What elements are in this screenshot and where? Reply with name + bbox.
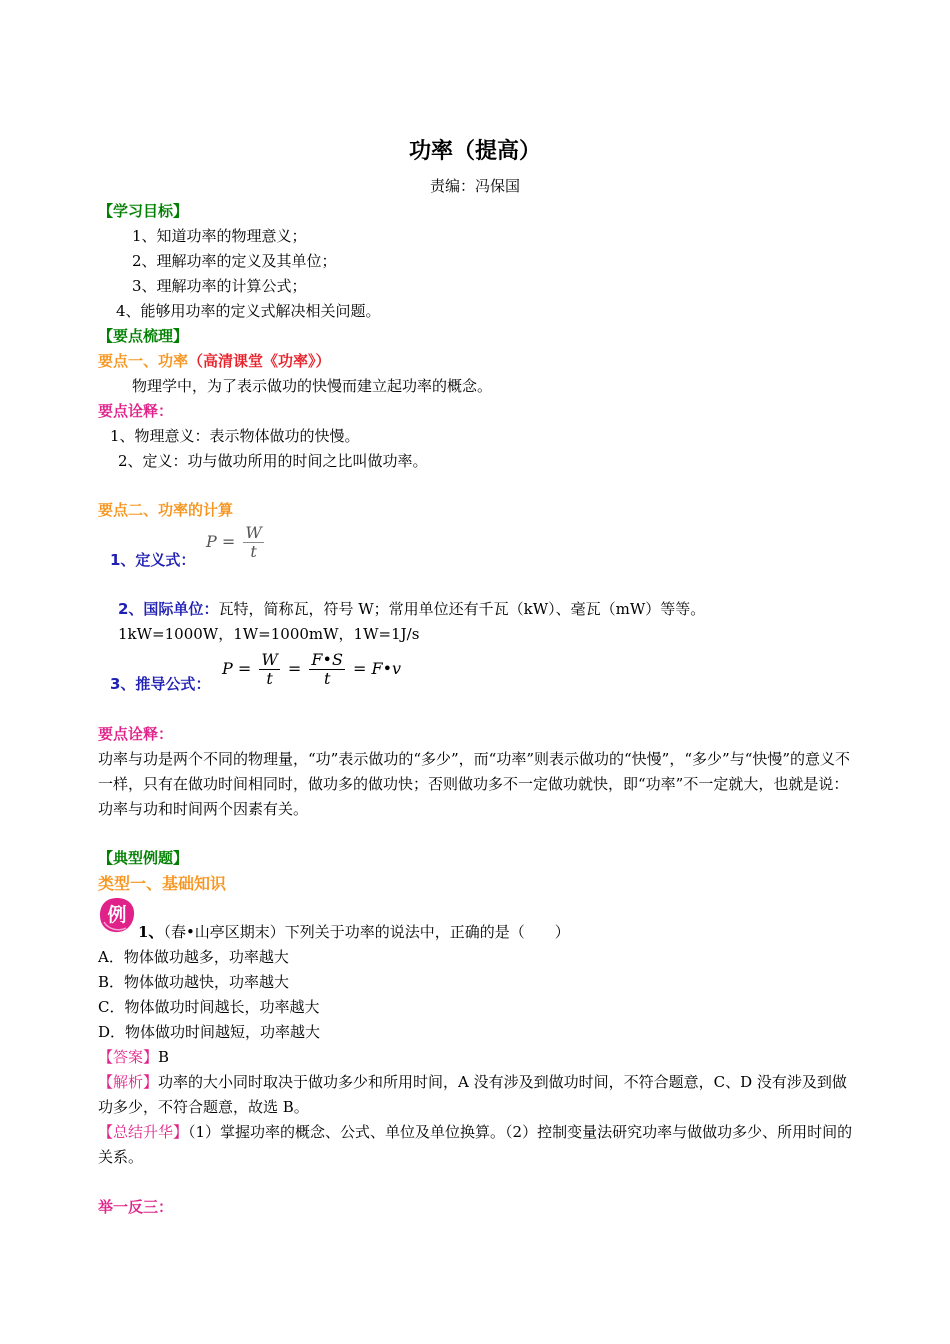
unit-label: 2、国际单位： [118, 600, 219, 618]
analysis-text: 功率的大小同时取决于做功多少和所用时间，A 没有涉及到做功时间，不符合题意，C、D 没有涉及到做功多少，不符合题意，故选 B。 [98, 1073, 847, 1116]
page-title: 功率（提高） [408, 139, 541, 164]
practice-label: 举一反三： [98, 1198, 174, 1216]
keypoint-1-link[interactable]: （高清课堂《功率》） [188, 352, 331, 370]
answer-value: B [158, 1048, 170, 1066]
note-label: 要点诠释： [98, 402, 174, 420]
question-number: 1、 [138, 923, 164, 941]
keypoints-heading: 【要点梳理】 [98, 327, 189, 345]
derive-label: 3、推导公式： [110, 675, 211, 693]
keypoint-1-text: 物理学中，为了表示做功的快慢而建立起功率的概念。 [132, 377, 493, 395]
fraction-numerator: W [261, 650, 278, 669]
note2-text: 功率与功是两个不同的物理量，“功”表示做功的“多少”，而“功率”则表示做功的“快慢”，“多少”与“快慢”的意义不一样，只有在做功时间相同时，做功多的做功快；否则做功多不一定做功就快，即“功率”不一定就大，也就是说：功率与功和时间两个因素有关。 [98, 750, 851, 818]
summary-text: （1）掌握功率的概念、公式、单位及单位换算。（2）控制变量法研究功率与做做功多少、所用时间的关系。 [98, 1123, 853, 1166]
goals-heading: 【学习目标】 [98, 202, 189, 220]
formula-fraction [243, 524, 263, 561]
formula-lhs: P = [222, 659, 252, 678]
option: D．物体做功时间越短，功率越大 [98, 1023, 321, 1041]
note2-label: 要点诠释： [98, 725, 174, 743]
examples-heading: 【典型例题】 [98, 849, 189, 867]
derive-formula [222, 651, 401, 688]
question [138, 920, 570, 945]
goal-item: 1、知道功率的物理意义； [132, 227, 307, 245]
option: C．物体做功时间越长，功率越大 [98, 998, 320, 1016]
fraction-numerator: W [245, 523, 262, 542]
formula-fraction [309, 651, 345, 688]
goal-item: 2、理解功率的定义及其单位； [132, 252, 337, 270]
note-item: 1、物理意义：表示物体做功的快慢。 [110, 427, 360, 445]
definition-label: 1、定义式： [110, 551, 196, 569]
formula-rhs: = F•v [353, 659, 402, 678]
answer-label: 【答案】 [98, 1048, 159, 1066]
question-text: （春•山亭区期末）下列关于功率的说法中，正确的是（ ） [163, 923, 570, 941]
type1-title: 类型一、基础知识 [98, 874, 227, 893]
example-badge-text: 例 [107, 904, 127, 926]
unit-line [118, 597, 705, 622]
formula-equals: = [287, 659, 302, 678]
fraction-denominator: t [323, 669, 331, 688]
note-item: 2、定义：功与做功所用的时间之比叫做功率。 [118, 452, 428, 470]
fraction-denominator: t [250, 542, 257, 561]
option: A．物体做功越多，功率越大 [98, 948, 289, 966]
example-badge-icon [98, 896, 136, 934]
summary-label: 【总结升华】 [98, 1123, 189, 1141]
formula-fraction [259, 651, 279, 688]
goal-item: 4、能够用功率的定义式解决相关问题。 [116, 302, 381, 320]
analysis-paragraph [98, 1070, 853, 1120]
keypoint-2-title: 要点二、功率的计算 [98, 501, 234, 519]
answer-line [98, 1045, 169, 1070]
fraction-numerator: F•S [311, 650, 343, 669]
unit-text: 瓦特，简称瓦，符号 W；常用单位还有千瓦（kW）、毫瓦（mW）等等。 [218, 600, 706, 618]
unit-conversion: 1kW=1000W，1W=1000mW，1W=1J/s [118, 625, 420, 643]
goal-item: 3、理解功率的计算公式； [132, 277, 307, 295]
keypoint-1-title-text: 要点一、功率 [98, 352, 189, 370]
analysis-label: 【解析】 [98, 1073, 159, 1091]
fraction-denominator: t [266, 669, 273, 688]
summary-paragraph [98, 1120, 853, 1170]
keypoint-1-title [98, 349, 331, 374]
definition-formula [206, 524, 267, 561]
option: B．物体做功越快，功率越大 [98, 973, 290, 991]
formula-lhs: P = [206, 532, 236, 551]
author-line: 责编：冯保国 [429, 177, 520, 195]
